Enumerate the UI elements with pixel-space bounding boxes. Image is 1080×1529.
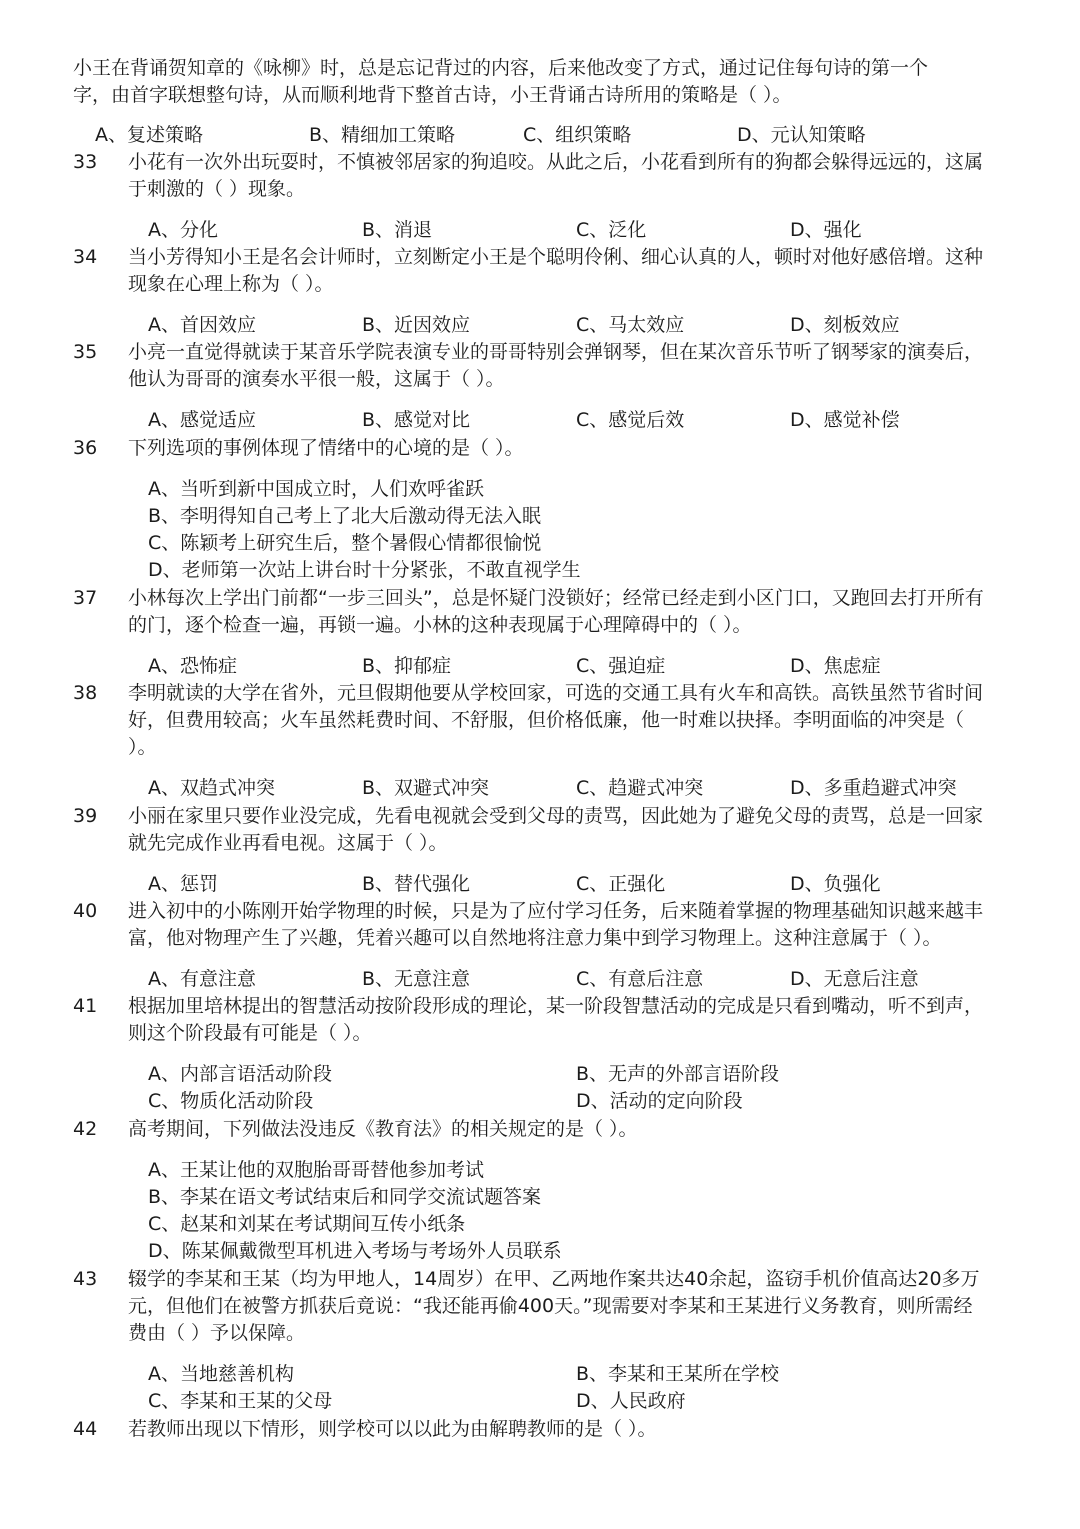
question-number: 42 [73,1118,98,1140]
question-stem: 李明就读的大学在省外，元旦假期他要从学校回家，可选的交通工具有火车和高铁。高铁虽然节省时间好，但费用较高；火车虽然耗费时间、不舒服，但价格低廉，他一时难以抉择。李明面临的冲突是（ ）。 [128,682,984,758]
question-41 [73,993,993,1115]
option-b[interactable]: B、近因效应 [362,314,471,336]
question-number: 33 [73,151,98,173]
question-options [148,966,993,993]
option-c[interactable]: C、陈颖考上研究生后，整个暑假心情都很愉悦 [148,532,542,554]
option-a[interactable]: A、当听到新中国成立时，人们欢呼雀跃 [148,478,484,500]
option-d[interactable]: D、陈某佩戴微型耳机进入考场与考场外人员联系 [148,1240,562,1262]
option-a[interactable]: A、惩罚 [148,873,218,895]
question-44 [73,1416,993,1443]
question-number: 39 [73,805,98,827]
option-d[interactable]: D、焦虑症 [790,655,881,677]
question-stem: 若教师出现以下情形，则学校可以以此为由解聘教师的是（ ）。 [128,1418,657,1440]
question-options [148,775,993,802]
question-number: 44 [73,1418,98,1440]
option-d[interactable]: D、强化 [790,219,862,241]
question-42 [73,1116,993,1265]
option-d[interactable]: D、人民政府 [576,1390,686,1412]
option-a[interactable]: A、王某让他的双胞胎哥哥替他参加考试 [148,1159,484,1181]
option-a[interactable]: A、感觉适应 [148,409,256,431]
question-options [148,871,993,898]
question-39 [73,803,993,898]
option-b[interactable]: B、李某在语文考试结束后和同学交流试题答案 [148,1186,542,1208]
question-37 [73,585,993,680]
option-d[interactable]: D、无意后注意 [790,968,919,990]
option-a[interactable]: A、复述策略 [95,124,203,146]
question-options [148,217,993,244]
question-stem: 下列选项的事例体现了情绪中的心境的是（ ）。 [128,437,524,459]
option-d[interactable]: D、多重趋避式冲突 [790,777,957,799]
option-d[interactable]: D、元认知策略 [737,124,866,146]
question-options [148,1361,993,1415]
option-b[interactable]: B、精细加工策略 [309,124,456,146]
question-stem: 小亮一直觉得就读于某音乐学院表演专业的哥哥特别会弹钢琴，但在某次音乐节听了钢琴家的演奏后，他认为哥哥的演奏水平很一般，这属于（ ）。 [128,341,984,390]
option-c[interactable]: C、有意后注意 [576,968,704,990]
option-b[interactable]: B、双避式冲突 [362,777,490,799]
question-32-options [95,122,895,149]
question-40 [73,898,993,993]
option-a[interactable]: A、有意注意 [148,968,256,990]
option-b[interactable]: B、无意注意 [362,968,471,990]
question-stem: 进入初中的小陈刚开始学物理的时候，只是为了应付学习任务，后来随着掌握的物理基础知识越来越丰富，他对物理产生了兴趣，凭着兴趣可以自然地将注意力集中到学习物理上。这种注意属于（ ）。 [128,900,984,949]
question-35 [73,339,993,434]
option-c[interactable]: C、正强化 [576,873,666,895]
question-33 [73,149,993,244]
question-number: 38 [73,682,98,704]
question-number: 43 [73,1268,98,1290]
option-d[interactable]: D、老师第一次站上讲台时十分紧张，不敢直视学生 [148,559,581,581]
question-43 [73,1266,993,1415]
option-a[interactable]: A、当地慈善机构 [148,1363,294,1385]
option-c[interactable]: C、马太效应 [576,314,685,336]
option-a[interactable]: A、内部言语活动阶段 [148,1063,332,1085]
option-b[interactable]: B、李明得知自己考上了北大后激动得无法入眠 [148,505,542,527]
option-b[interactable]: B、感觉对比 [362,409,471,431]
option-d[interactable]: D、感觉补偿 [790,409,900,431]
question-number: 41 [73,995,98,1017]
question-options [148,1157,993,1265]
option-c[interactable]: C、趋避式冲突 [576,777,704,799]
question-number: 35 [73,341,98,363]
question-number: 36 [73,437,98,459]
question-38 [73,680,993,802]
question-number: 40 [73,900,98,922]
option-b[interactable]: B、替代强化 [362,873,471,895]
option-c[interactable]: C、组织策略 [523,124,632,146]
option-b[interactable]: B、抑郁症 [362,655,452,677]
question-options [148,407,993,434]
question-options [148,476,993,584]
option-b[interactable]: B、无声的外部言语阶段 [576,1063,780,1085]
option-a[interactable]: A、分化 [148,219,218,241]
question-options [148,1061,993,1115]
option-b[interactable]: B、李某和王某所在学校 [576,1363,780,1385]
question-stem: 小花有一次外出玩耍时，不慎被邻居家的狗追咬。从此之后，小花看到所有的狗都会躲得远远的，这属于刺激的（ ）现象。 [128,151,984,200]
question-options [148,312,993,339]
option-c[interactable]: C、感觉后效 [576,409,685,431]
question-stem: 根据加里培林提出的智慧活动按阶段形成的理论，某一阶段智慧活动的完成是只看到嘴动，听不到声，则这个阶段最有可能是（ ）。 [128,995,984,1044]
question-32-stem: 小王在背诵贺知章的《咏柳》时，总是忘记背过的内容，后来他改变了方式，通过记住每句诗的第一个字，由首字联想整句诗，从而顺利地背下整首古诗，小王背诵古诗所用的策略是（ ）。 [73,57,929,106]
question-36 [73,435,993,584]
option-d[interactable]: D、刻板效应 [790,314,900,336]
option-b[interactable]: B、消退 [362,219,433,241]
question-number: 34 [73,246,98,268]
question-stem: 辍学的李某和王某（均为甲地人，14周岁）在甲、乙两地作案共达40余起，盗窃手机价值高达20多万元，但他们在被警方抓获后竟说：“我还能再偷400天。”现需要对李某和王某进行义务教育，则所需经费由（ ）予以保障。 [128,1268,980,1344]
option-a[interactable]: A、恐怖症 [148,655,237,677]
option-c[interactable]: C、赵某和刘某在考试期间互传小纸条 [148,1213,466,1235]
question-stem: 小林每次上学出门前都“一步三回头”，总是怀疑门没锁好；经常已经走到小区门口，又跑回去打开所有的门，逐个检查一遍，再锁一遍。小林的这种表现属于心理障碍中的（ ）。 [128,587,984,636]
option-c[interactable]: C、泛化 [576,219,647,241]
option-c[interactable]: C、物质化活动阶段 [148,1090,314,1112]
question-number: 37 [73,587,98,609]
option-a[interactable]: A、双趋式冲突 [148,777,275,799]
option-d[interactable]: D、活动的定向阶段 [576,1090,743,1112]
question-stem: 高考期间，下列做法没违反《教育法》的相关规定的是（ ）。 [128,1118,638,1140]
question-options [148,653,993,680]
option-c[interactable]: C、强迫症 [576,655,666,677]
option-a[interactable]: A、首因效应 [148,314,256,336]
question-stem: 小丽在家里只要作业没完成，先看电视就会受到父母的责骂，因此她为了避免父母的责骂，总是一回家就先完成作业再看电视。这属于（ ）。 [128,805,984,854]
question-stem: 当小芳得知小王是名会计师时，立刻断定小王是个聪明伶俐、细心认真的人，顿时对他好感倍增。这种现象在心理上称为（ ）。 [128,246,984,295]
question-34 [73,244,993,339]
option-d[interactable]: D、负强化 [790,873,881,895]
option-c[interactable]: C、李某和王某的父母 [148,1390,333,1412]
